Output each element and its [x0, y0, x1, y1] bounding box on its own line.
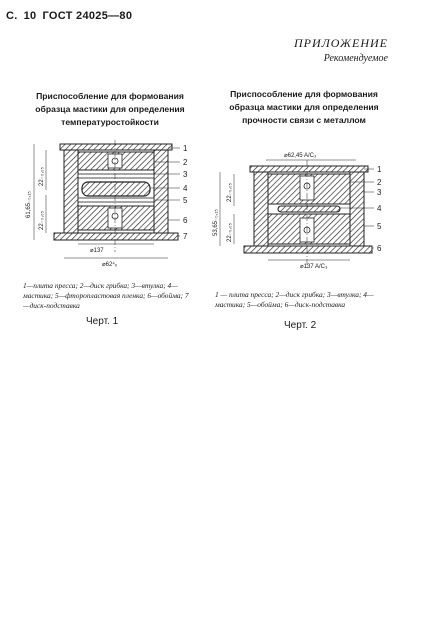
figure2-dim-total: 53,65₋₀,₁₅: [213, 209, 219, 236]
figure2-callout: 1: [377, 165, 382, 174]
figure1-body: [54, 140, 178, 252]
figure2-callout: 2: [377, 178, 382, 187]
figure2-caption-line: образца мастики для определения: [229, 102, 379, 112]
figure2-dim-outer: ⌀62,45 A/C₃: [284, 153, 317, 159]
figure1-dim-inner: ⌀137: [90, 248, 104, 254]
page-number: 10: [23, 10, 37, 22]
figure1-caption-line: образца мастики для определения: [35, 104, 185, 114]
figure2-caption-line: прочности связи с металлом: [242, 115, 366, 125]
figure1-callout: 1: [183, 144, 188, 153]
standard-number: ГОСТ 24025—80: [42, 10, 133, 22]
figure1-callout: 5: [183, 196, 188, 205]
figure1-dim-top: 22₋₀,₀₅: [39, 167, 45, 186]
figure1-callout: 7: [183, 232, 188, 241]
figure1-dim-outer: ⌀62⁴ₓ: [102, 262, 117, 268]
figure2-dim-top: 22₋₀,₀₅: [227, 183, 233, 202]
figure1-legend: 1—плита пресса; 2—диск грибка; 3—втулка; 4—мастика; 5—фторопластовая пленка; 6—обойма; 7—диск-подставка: [23, 281, 189, 310]
figure2-label: Черт. 2: [284, 320, 317, 331]
figure1-callout: 4: [183, 184, 188, 193]
figure2-callout: 6: [377, 244, 382, 253]
appendix-title: ПРИЛОЖЕНИЕ: [294, 36, 388, 50]
appendix-subtitle: Рекомендуемое: [323, 53, 388, 64]
figure1-callout: 6: [183, 216, 188, 225]
figure2-caption-line: Приспособление для формования: [230, 89, 378, 99]
figure1-dim-bottom: 22₋₀,₀₅: [39, 211, 45, 230]
figure2-legend: 1 — плита пресса; 2—диск грибка; 3—втулка; 4—мастика; 5—обойма; 6—диск-подставка: [215, 290, 374, 309]
figure1-dim-total: 61,65₋₀,₁₅: [26, 191, 32, 218]
figure1-label: Черт. 1: [86, 316, 119, 327]
figure1-caption: [12, 90, 208, 129]
figure1-caption-line: Приспособление для формования: [36, 91, 184, 101]
page-header: [6, 10, 138, 22]
figure2-callout: 3: [377, 188, 382, 197]
figure2-body: [244, 153, 372, 268]
figure2-callout: 4: [377, 204, 382, 213]
page-prefix: С.: [6, 10, 18, 22]
figure1-callout: 2: [183, 158, 188, 167]
figure2-caption: [214, 88, 394, 127]
figure2-dim-bottom: 22₋₀,₀₅: [227, 223, 233, 242]
figure1-drawing: [18, 140, 198, 275]
figure2-drawing: [206, 144, 392, 272]
appendix-block: [294, 36, 388, 64]
figure2-callout: 5: [377, 222, 382, 231]
figure1-caption-line: температуростойкости: [61, 117, 159, 127]
figure1-callout: 3: [183, 170, 188, 179]
figure2-dim-inner: ⌀137 A/C₃: [300, 264, 328, 270]
